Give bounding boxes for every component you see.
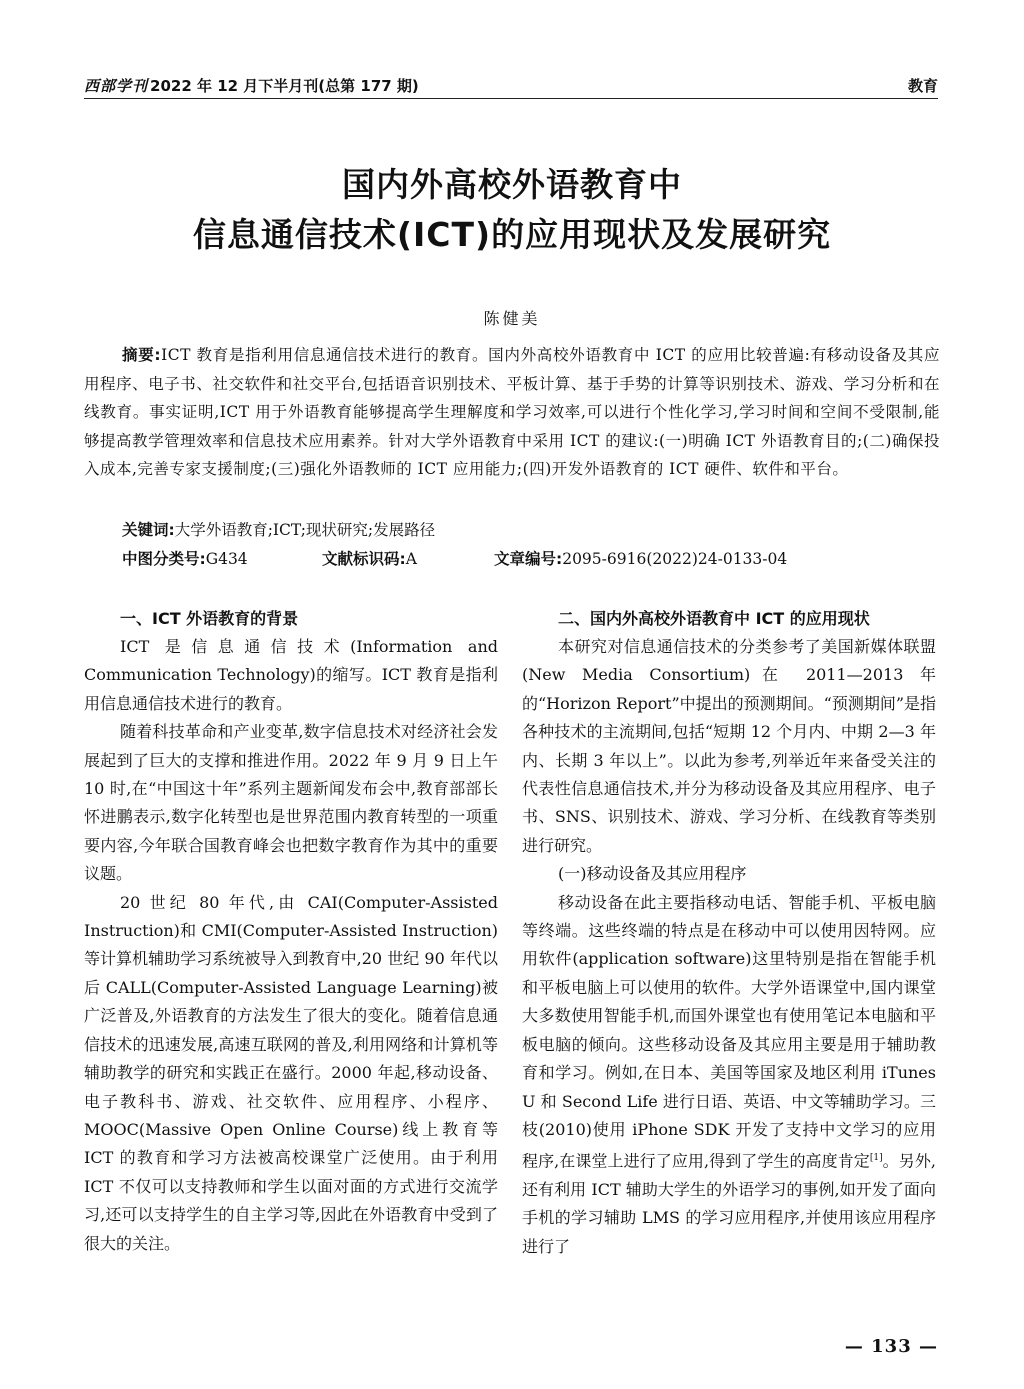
document-code [322, 547, 494, 569]
clc-code [122, 547, 322, 569]
author-name: 陈健美 [483, 309, 541, 328]
page-number: — 133 — [844, 1336, 938, 1357]
keywords-label: 关键词: [122, 521, 175, 539]
left-column [84, 605, 498, 1258]
title-line-2: 信息通信技术(ICT)的应用现状及发展研究 [192, 215, 832, 254]
running-header [84, 70, 938, 99]
paragraph: 本研究对信息通信技术的分类参考了美国新媒体联盟(New Media Consortium)在 2011—2013 年的“Horizon Report”中提出的预测期间。“预测期间”是指各种技术的主流期间,包括“短期 12 个月内、中期 2—3 年内、长期 3 年以上”。以此为参考,列举近年来备受关注的代表性信息通信技术,并分为移动设备及其应用程序、电子书、SNS、识别技术、游戏、学习分析、在线教育等类别进行研究。 [522, 637, 936, 855]
keywords-text: 大学外语教育;ICT;现状研究;发展路径 [174, 521, 436, 539]
issue-info: 2022 年 12 月下半月刊(总第 177 期) [150, 77, 419, 95]
paragraph: ICT 是信息通信技术(Information and Communication Technology)的缩写。ICT 教育是指利用信息通信技术进行的教育。 [84, 637, 498, 713]
article-number [494, 547, 787, 569]
abstract-paragraph [84, 341, 940, 484]
subsection-heading: (一)移动设备及其应用程序 [558, 864, 747, 884]
journal-name: 西部学刊 [84, 77, 149, 95]
header-left [84, 75, 419, 96]
paragraph-text: 移动设备在此主要指移动电话、智能手机、平板电脑等终端。这些终端的特点是在移动中可以使用因特网。应用软件(application software)这里特别是指在智能手机和平板电脑上可以使用的软件。大学外语课堂中,国内课堂大多数使用智能手机,而国外课堂也有使用笔记本电脑和平板电脑的倾向。这些移动设备及其应用主要是用于辅助教育和学习。例如,在日本、美国等国家及地区利用 iTunes U 和 Second Life 进行日语、英语、中文等辅助学习。三枝(2010)使用 iPhone SDK 开发了支持中文学习的应用程序,在课堂上进行了应用,得到了学生的高度肯定 [522, 892, 936, 1171]
abstract-label: 摘要: [122, 346, 162, 364]
article-title [0, 160, 1024, 260]
doc-label: 文献标识码: [322, 550, 406, 568]
paragraph: 随着科技革命和产业变革,数字信息技术对经济社会发展起到了巨大的支撑和推进作用。2022 年 9 月 9 日上午 10 时,在“中国这十年”系列主题新闻发布会中,教育部部长怀进鹏表示,数字化转型也是世界范围内教育转型的一项重要内容,今年联合国教育峰会也把数字教育作为其中的重要议题。 [84, 722, 498, 884]
abstract [84, 341, 940, 484]
article-value: 2095-6916(2022)24-0133-04 [562, 550, 788, 568]
section-name: 教育 [907, 77, 938, 95]
paragraph-text-continued: 。另外,还有利用 ICT 辅助大学生的外语学习的事例,如开发了面向手机的学习辅助 LMS 的学习应用程序,并使用该应用程序进行了 [522, 1151, 936, 1256]
citation-reference: [1] [869, 1153, 883, 1164]
classification-line [122, 547, 842, 569]
paragraph [522, 889, 936, 1262]
clc-value: G434 [205, 550, 248, 568]
paragraph: 20 世纪 80 年代,由 CAI(Computer-Assisted Instruction)和 CMI(Computer-Assisted Instruction)等计算机辅助学习系统被导入到教育中,20 世纪 90 年代以后 CALL(Computer-Assisted Language Learning)被广泛普及,外语教育的方法发生了很大的变化。随着信息通信技术的迅速发展,高速互联网的普及,利用网络和计算机等辅助教学的研究和实践正在盛行。2000 年起,移动设备、电子教科书、游戏、社交软件、应用程序、小程序、MOOC(Massive Open Online Course)线上教育等 ICT 的教育和学习方法被高校课堂广泛使用。由于利用 ICT 不仅可以支持教师和学生以面对面的方式进行交流学习,还可以支持学生的自主学习等,因此在外语教育中受到了很大的关注。 [84, 892, 498, 1253]
doc-value: A [405, 550, 417, 568]
clc-label: 中图分类号: [122, 550, 206, 568]
keywords [122, 518, 435, 540]
abstract-text: ICT 教育是指利用信息通信技术进行的教育。国内外高校外语教育中 ICT 的应用比较普遍:有移动设备及其应用程序、电子书、社交软件和社交平台,包括语音识别技术、平板计算、基于手势的计算等识别技术、游戏、学习分析和在线教育。事实证明,ICT 用于外语教育能够提高学生理解度和学习效率,可以进行个性化学习,学习时间和空间不受限制,能够提高教学管理效率和信息技术应用素养。针对大学外语教育中采用 ICT 的建议:(一)明确 ICT 外语教育目的;(二)确保投入成本,完善专家支援制度;(三)强化外语教师的 ICT 应用能力;(四)开发外语教育的 ICT 硬件、软件和平台。 [84, 346, 940, 478]
section-heading-2: 二、国内外高校外语教育中 ICT 的应用现状 [558, 609, 870, 628]
title-line-1: 国内外高校外语教育中 [342, 165, 682, 204]
article-label: 文章编号: [494, 550, 563, 568]
section-heading-1: 一、ICT 外语教育的背景 [120, 609, 299, 628]
right-column [522, 605, 936, 1261]
